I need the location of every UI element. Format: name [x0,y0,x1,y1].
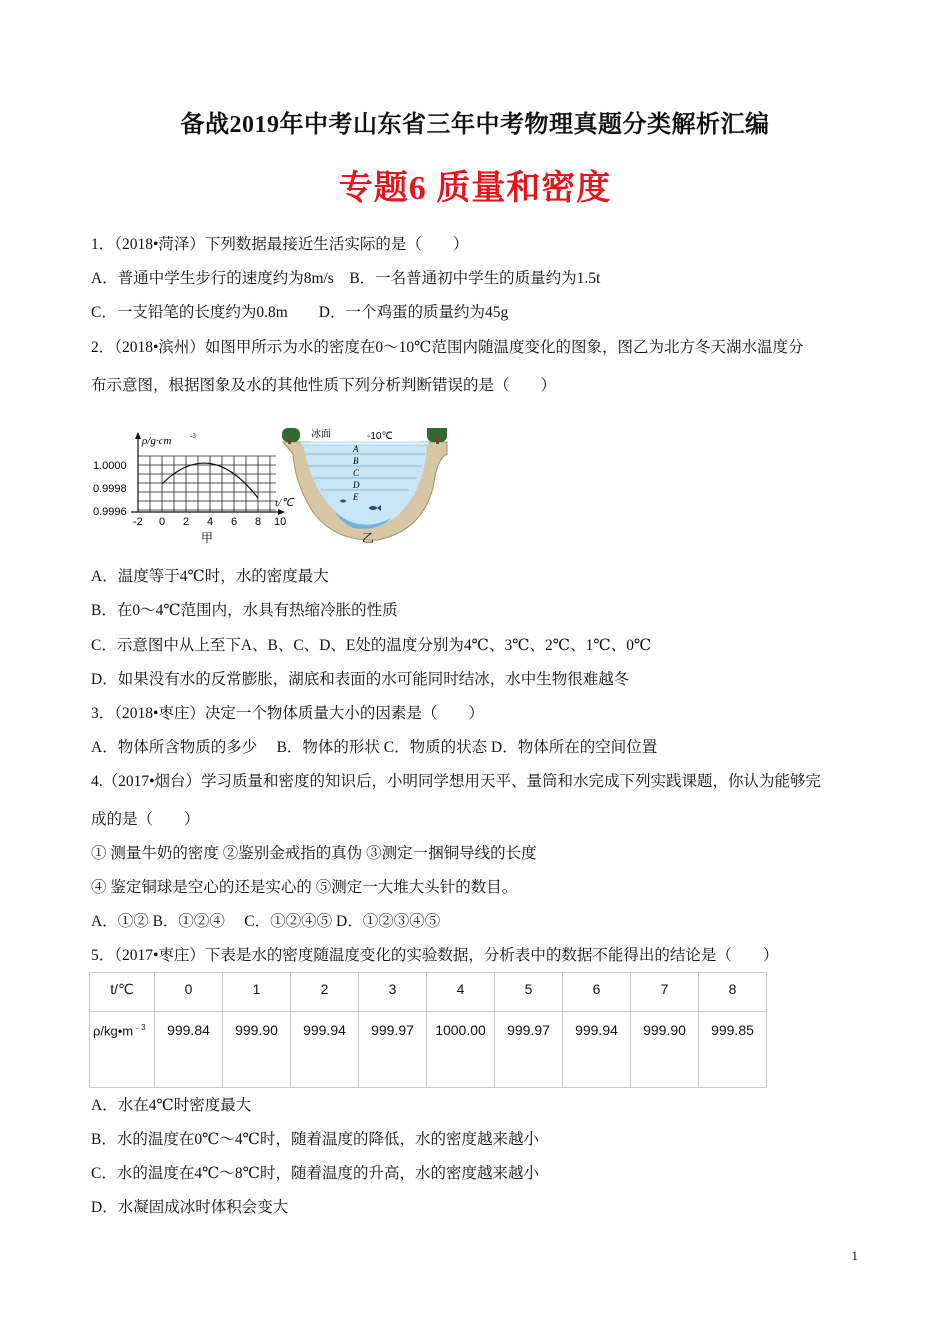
question-1-options-cd: C．一支铅笔的长度约为0.8m D．一个鸡蛋的质量约为45g [91,304,509,321]
table-cell: 0 [155,973,223,1012]
x-tick: 10 [274,516,287,528]
y-axis-arrow-icon [135,432,141,439]
question-2-option-b: B．在0～4℃范围内，水具有热缩冷胀的性质 [91,602,398,619]
x-tick: 4 [207,516,214,528]
question-2-option-d: D．如果没有水的反常膨胀，湖底和表面的水可能同时结冰，水中生物很难越冬 [91,671,630,688]
question-1-stem: 1．（2018•菏泽）下列数据最接近生活实际的是（ ） [91,236,469,253]
table-cell: 999.94 [291,1012,359,1088]
table-cell: 999.85 [699,1012,767,1088]
graph-y-label-sup: -3 [190,432,196,440]
question-4-items-line1: ① 测量牛奶的密度 ②鉴别金戒指的真伪 ③测定一捆铜导线的长度 [91,845,537,862]
x-tick: 8 [255,516,262,528]
x-tick: -2 [133,516,143,528]
point-b: B [353,456,359,466]
question-5-option-b: B．水的温度在0℃～4℃时，随着温度的降低，水的密度越来越小 [91,1131,540,1148]
question-3-stem: 3．（2018•枣庄）决定一个物体质量大小的因素是（ ） [91,705,484,722]
topic-title: 专题6 质量和密度 [338,170,612,207]
density-table [89,972,767,1088]
question-2-figure [91,428,451,548]
y-tick: 0.9996 [93,506,127,518]
question-5-option-d: D．水凝固成冰时体积会变大 [91,1199,289,1216]
table-cell: 8 [699,973,767,1012]
density-unit-sup: ﹣3 [133,1023,146,1032]
question-1-options-ab: A．普通中学生步行的速度约为8m/s B．一名普通初中学生的质量约为1.5t [91,270,601,287]
table-cell: 999.97 [359,1012,427,1088]
lake-caption: 乙 [362,531,375,545]
table-cell: 999.90 [223,1012,291,1088]
x-tick: 0 [159,516,166,528]
question-2-option-c: C．示意图中从上至下A、B、C、D、E处的温度分别为4℃、3℃、2℃、1℃、0℃ [91,637,652,654]
table-row [90,1012,767,1088]
table-cell: 2 [291,973,359,1012]
question-5-option-c: C．水的温度在4℃～8℃时，随着温度的升高，水的密度越来越小 [91,1165,540,1182]
table-cell: 999.97 [495,1012,563,1088]
point-d: D [353,480,360,490]
table-cell: 999.90 [631,1012,699,1088]
question-2-stem-line2: 布示意图，根据图象及水的其他性质下列分析判断错误的是（ ） [91,377,557,394]
question-5-option-a: A．水在4℃时密度最大 [91,1097,252,1114]
table-cell: 7 [631,973,699,1012]
ice-label: 冰面 [311,429,331,440]
point-e: E [353,492,359,502]
point-a: A [353,444,359,454]
ice-surface [301,442,429,445]
y-tick: 0.9998 [93,483,127,495]
graph-y-label: ρ/g·cm [142,435,172,447]
x-tick: 6 [231,516,238,528]
table-cell: 999.94 [563,1012,631,1088]
table-cell: 4 [427,973,495,1012]
table-cell: 3 [359,973,427,1012]
lake-diagram [282,428,447,545]
x-axis-arrow-icon [278,509,285,515]
question-4-stem-line2: 成的是（ ） [91,811,200,828]
y-tick: 1.0000 [93,460,127,472]
table-cell: 5 [495,973,563,1012]
density-graph [93,432,295,545]
question-2-stem-line1: 2．（2018•滨州）如图甲所示为水的密度在0～10℃范围内随温度变化的图象，图乙为北方冬天湖水温度分 [91,339,804,356]
document-title: 备战2019年中考山东省三年中考物理真题分类解析汇编 [180,112,770,138]
question-4-items-line2: ④ 鉴定铜球是空心的还是实心的 ⑤测定一大堆大头针的数目。 [91,879,518,896]
question-5-stem: 5．（2017•枣庄）下表是水的密度随温度变化的实验数据，分析表中的数据不能得出的结论是（ ） [91,947,779,964]
graph-x-label: t/℃ [275,497,294,509]
table-cell: 999.84 [155,1012,223,1088]
question-2-option-a: A．温度等于4℃时，水的密度最大 [91,568,329,585]
table-header-cell: t/℃ [90,973,155,1012]
temperature-label: -10℃ [367,431,393,442]
question-4-stem-line1: 4.（2017•烟台）学习质量和密度的知识后，小明同学想用天平、量筒和水完成下列实践课题，你认为能够完 [91,773,822,790]
page-number: 1 [851,1248,858,1263]
table-cell: 1 [223,973,291,1012]
question-3-options: A．物体所含物质的多少 B．物体的形状 C．物质的状态 D．物体所在的空间位置 [91,739,658,756]
table-cell: 6 [563,973,631,1012]
density-unit: ρ/kg•m [93,1023,134,1039]
x-tick: 2 [183,516,190,528]
point-c: C [353,468,360,478]
table-cell: 1000.00 [427,1012,495,1088]
table-row [90,973,767,1012]
table-header-cell [90,1012,155,1088]
question-4-options: A．①② B．①②④ C．①②④⑤ D．①②③④⑤ [91,913,441,930]
graph-caption: 甲 [201,531,214,545]
